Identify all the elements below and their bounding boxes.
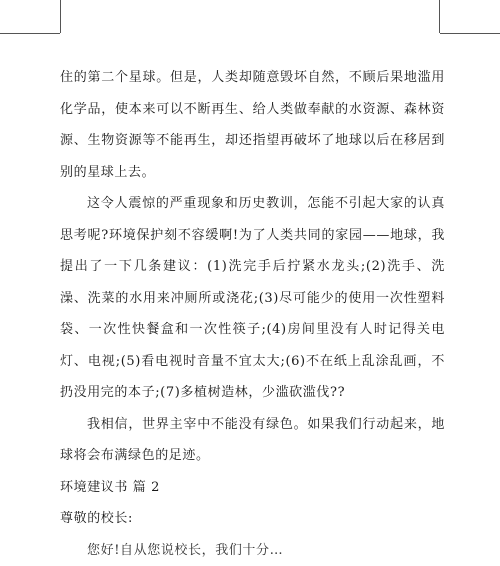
crop-mark-top-right-vertical	[439, 0, 440, 33]
crop-mark-top-right-horizontal	[440, 33, 500, 34]
crop-mark-top-left-vertical	[60, 0, 61, 33]
partially-visible-line: 您好!自从您说校长，我们十分…	[87, 542, 284, 558]
paragraph-suggestions: 这令人震惊的严重现象和历史教训，怎能不引起大家的认真思考呢?环境保护刻不容缓啊!为了人类共同的家园——地球，我提出了一下几条建议：(1)洗完手后拧紧水龙头;(2)洗手、洗澡、洗菜的水用来冲厕所或浇花;(3)尽可能少的使用一次性塑料袋、一次性快餐盒和一次性筷子;(4)房间里没有人时记得关电灯、电视;(5)看电视时音量不宜太大;(6)不在纸上乱涂乱画，不扔没用完的本子;(7)多植树造林，少滥砍滥伐??	[60, 196, 445, 400]
document-body	[60, 62, 445, 558]
paragraph-conclusion: 我相信，世界主宰中不能没有绿色。如果我们行动起来，地球将会布满绿色的足迹。	[60, 416, 445, 463]
crop-mark-top-left-horizontal	[0, 33, 60, 34]
paragraph-continuation: 住的第二个星球。但是，人类却随意毁坏自然，不顾后果地滥用化学品，使本来可以不断再生、给人类做奉献的水资源、森林资源、生物资源等不能再生，却还指望再破坏了地球以后在移居到别的星球上去。	[60, 70, 445, 180]
letter-salutation: 尊敬的校长:	[60, 511, 133, 526]
section-heading: 环境建议书 篇 2	[60, 479, 160, 495]
